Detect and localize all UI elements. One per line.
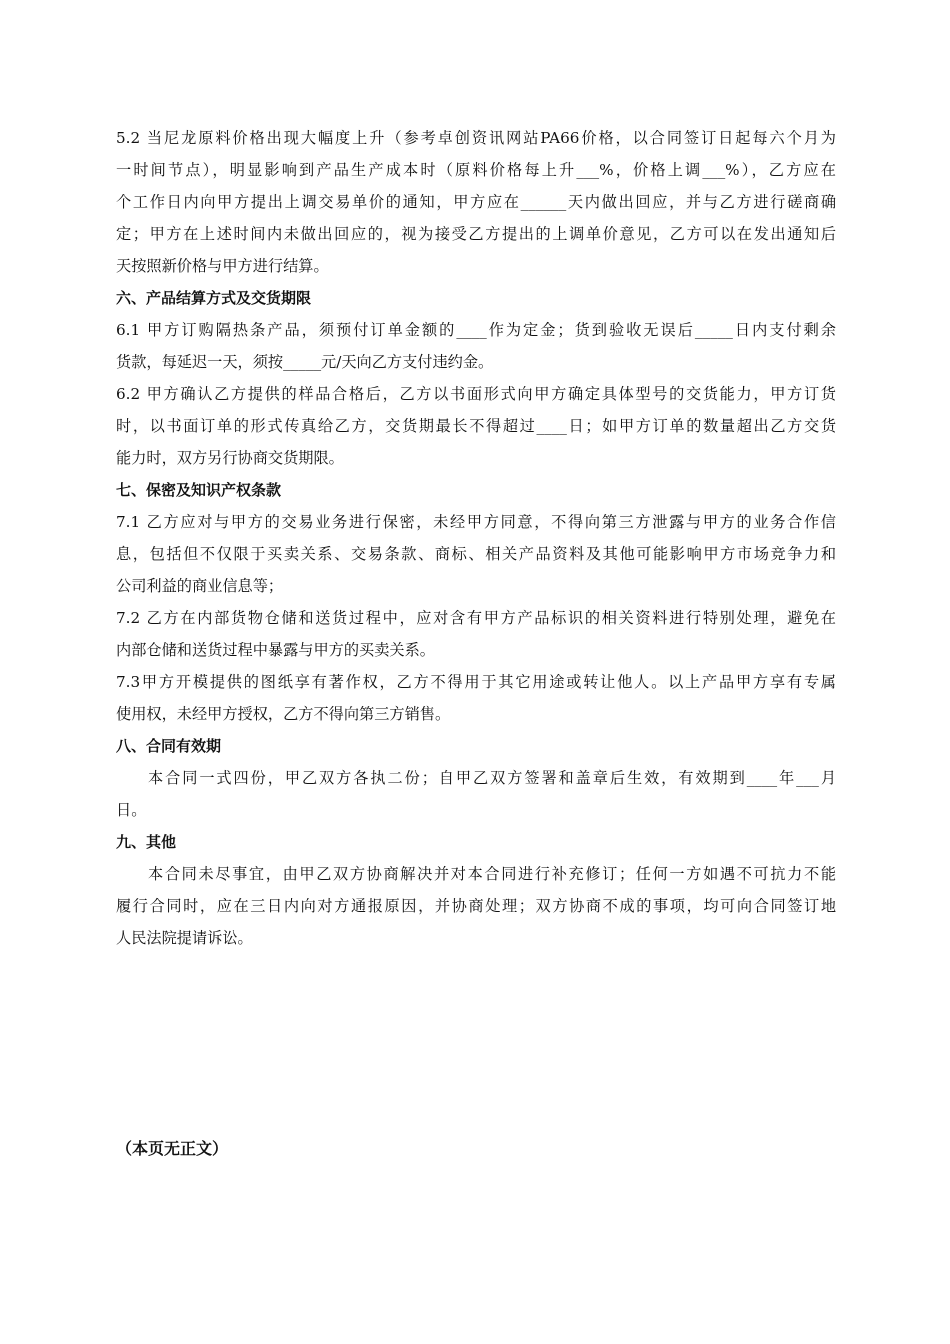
paragraph-line: 日。 xyxy=(116,801,147,819)
paragraph-line: 货款，每延迟一天，须按_____元/天向乙方支付违约金。 xyxy=(116,353,494,371)
clause-5-2 xyxy=(116,122,836,282)
clause-7-1 xyxy=(116,506,836,602)
paragraph-line: 本合同一式四份，甲乙双方各执二份；自甲乙双方签署和盖章后生效，有效期到____年___月 xyxy=(148,769,836,787)
other-paragraph xyxy=(116,858,836,954)
section-heading-other: 九、其他 xyxy=(116,833,177,851)
clause-7-3 xyxy=(116,666,836,730)
paragraph-line: 7.3甲方开模提供的图纸享有著作权，乙方不得用于其它用途或转让他人。以上产品甲方享有专属 xyxy=(116,673,836,691)
paragraph-line: 内部仓储和送货过程中暴露与甲方的买卖关系。 xyxy=(116,641,435,659)
paragraph-line: 定；甲方在上述时间内未做出回应的，视为接受乙方提出的上调单价意见，乙方可以在发出通知后 xyxy=(116,225,836,243)
paragraph-line: 7.1 乙方应对与甲方的交易业务进行保密，未经甲方同意，不得向第三方泄露与甲方的业务合作信 xyxy=(116,513,836,531)
paragraph-line: 个工作日内向甲方提出上调交易单价的通知，甲方应在______天内做出回应，并与乙方进行磋商确 xyxy=(116,193,836,211)
paragraph-line: 天按照新价格与甲方进行结算。 xyxy=(116,257,329,275)
paragraph-line: 息，包括但不仅限于买卖关系、交易条款、商标、相关产品资料及其他可能影响甲方市场竞争力和 xyxy=(116,545,836,563)
paragraph-line: 本合同未尽事宜，由甲乙双方协商解决并对本合同进行补充修订；任何一方如遇不可抗力不能 xyxy=(148,865,836,883)
clause-7-2 xyxy=(116,602,836,666)
paragraph-line: 人民法院提请诉讼。 xyxy=(116,929,253,947)
paragraph-line: 一时间节点），明显影响到产品生产成本时（原料价格每上升___%，价格上调___%），乙方应在 xyxy=(116,161,836,179)
paragraph-line: 使用权，未经甲方授权，乙方不得向第三方销售。 xyxy=(116,705,451,723)
contract-body xyxy=(116,122,836,954)
paragraph-line: 5.2 当尼龙原料价格出现大幅度上升（参考卓创资讯网站PA66价格，以合同签订日起每六个月为 xyxy=(116,129,836,147)
section-heading-confidentiality: 七、保密及知识产权条款 xyxy=(116,481,282,499)
paragraph-line: 履行合同时，应在三日内向对方通报原因，并协商处理；双方协商不成的事项，均可向合同签订地 xyxy=(116,897,836,915)
section-heading-settlement: 六、产品结算方式及交货期限 xyxy=(116,289,312,307)
paragraph-line: 能力时，双方另行协商交货期限。 xyxy=(116,449,344,467)
clause-6-1 xyxy=(116,314,836,378)
paragraph-line: 7.2 乙方在内部货物仓储和送货过程中，应对含有甲方产品标识的相关资料进行特别处理，避免在 xyxy=(116,609,836,627)
paragraph-line: 6.1 甲方订购隔热条产品，须预付订单金额的____作为定金；货到验收无误后_____日内支付剩余 xyxy=(116,321,836,339)
paragraph-line: 6.2 甲方确认乙方提供的样品合格后，乙方以书面形式向甲方确定具体型号的交货能力，甲方订货 xyxy=(116,385,836,403)
section-heading-validity: 八、合同有效期 xyxy=(116,737,222,755)
paragraph-line: 公司利益的商业信息等； xyxy=(116,577,284,595)
validity-paragraph xyxy=(116,762,836,826)
paragraph-line: 时，以书面订单的形式传真给乙方，交货期最长不得超过____日；如甲方订单的数量超出乙方交货 xyxy=(116,417,836,435)
clause-6-2 xyxy=(116,378,836,474)
no-text-page-note: （本页无正文） xyxy=(116,1139,229,1158)
